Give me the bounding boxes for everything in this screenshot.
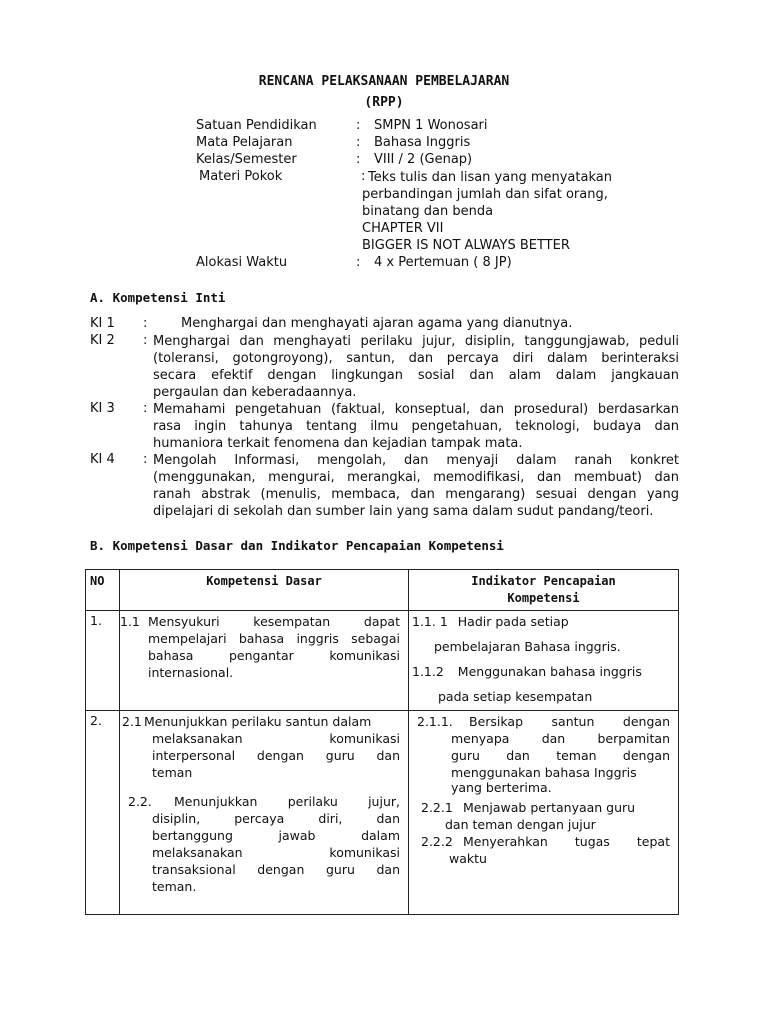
indicator-line: waktu (449, 851, 487, 866)
ki-text (181, 316, 572, 331)
indicator-number: 2.2.2 (421, 834, 453, 849)
identity-value: 4 x Pertemuan ( 8 JP) (374, 255, 512, 270)
indicator-line: yang berterima. (451, 780, 552, 795)
indicator-line: Menjawab pertanyaan guru (463, 800, 636, 815)
identity-label: Materi Pokok (199, 169, 283, 184)
kompetensi-table (85, 569, 679, 915)
ki-code: KI 4 (90, 452, 115, 467)
materi-line: binatang dan benda (362, 204, 494, 219)
identity-colon: : (356, 255, 361, 270)
identity-value: VIII / 2 (Genap) (374, 152, 473, 167)
indicator-item (417, 833, 674, 867)
kd-line: interpersonal dengan guru dan (152, 748, 400, 763)
document-title: RENCANA PELAKSANAAN PEMBELAJARAN (258, 74, 510, 89)
identity-label: Mata Pelajaran (196, 135, 293, 150)
kd-number: 1.1 (120, 614, 140, 629)
indicator-line: Menggunakan bahasa inggris (457, 664, 642, 679)
kd-line: transaksional dengan guru dan (152, 862, 400, 877)
kd-number: 2.2. (128, 794, 152, 809)
indicator-item (412, 663, 674, 705)
section-b-title: B. Kompetensi Dasar dan Indikator Pencapaian Kompetensi (90, 538, 504, 553)
ki-code: KI 1 (90, 316, 115, 331)
ki-line: pergaulan dan keberadaannya. (153, 385, 357, 400)
ki-code: KI 2 (90, 333, 115, 348)
ki-line: (menggunakan, mengurai, merangkai, memodifikasi, dan membuat) dan (153, 470, 679, 485)
indicator-line: guru dan teman dengan (451, 748, 670, 763)
indicator-line: Menyerahkan tugas tepat (463, 834, 670, 849)
header-indikator-line: Indikator Pencapaian (471, 574, 616, 588)
kd-number: 2.1 (122, 714, 142, 729)
indicator-line: menggunakan bahasa Inggris (451, 765, 637, 780)
ki-text (153, 333, 679, 401)
kd-line: internasional. (148, 665, 234, 680)
row-indicators (409, 611, 679, 711)
indicator-line: dan teman dengan jujur (445, 817, 596, 832)
table-row (86, 611, 679, 711)
ki-line: (toleransi, gotongroyong), santun, dan percaya diri dalam berinteraksi (153, 351, 679, 366)
identity-colon: : (356, 118, 361, 133)
ki-line: Menghargai dan menghayati ajaran agama yang dianutnya. (181, 316, 573, 331)
materi-line: Teks tulis dan lisan yang menyatakan (368, 170, 612, 185)
ki-line: humaniora terkait fenomena dan kejadian tampak mata. (153, 436, 523, 451)
header-kd: Kompetensi Dasar (120, 570, 409, 611)
materi-line: perbandingan jumlah dan sifat orang, (362, 187, 608, 202)
document-subtitle: (RPP) (364, 95, 404, 110)
header-indikator-line: Kompetensi (507, 591, 580, 605)
identity-value: Bahasa Inggris (374, 135, 471, 150)
section-a-title: A. Kompetensi Inti (90, 290, 226, 305)
materi-line: BIGGER IS NOT ALWAYS BETTER (362, 238, 570, 253)
identity-colon: : (356, 152, 361, 167)
ki-line: dipelajari di sekolah dan sumber lain yang sama dalam sudut pandang/teori. (153, 504, 654, 519)
indicator-item (412, 613, 674, 655)
kd-line: Menunjukkan perilaku santun dalam (144, 714, 372, 729)
indicator-number: 2.2.1 (421, 800, 453, 815)
ki-line: rasa ingin tahunya tentang ilmu pengetahuan, teknologi, budaya dan (153, 419, 679, 434)
row-no: 1. (86, 611, 120, 711)
identity-value (368, 169, 612, 186)
ki-colon: : (143, 316, 148, 331)
kd-line: mempelajari bahasa inggris sebagai (148, 631, 400, 646)
identity-label: Alokasi Waktu (196, 255, 288, 270)
indicator-item (417, 713, 674, 795)
ki-line: Memahami pengetahuan (faktual, konseptual, dan prosedural) berdasarkan (153, 402, 679, 417)
kd-line: teman (152, 765, 193, 780)
ki-line: Mengolah Informasi, mengolah, dan menyaji dalam ranah konkret (153, 453, 679, 468)
table-header-row (86, 570, 679, 611)
ki-line: Menghargai dan menghayati perilaku jujur, disiplin, tanggungjawab, peduli (153, 334, 679, 349)
kd-line: bertanggung jawab dalam (152, 828, 400, 843)
table-row (86, 711, 679, 915)
header-indikator (409, 570, 679, 611)
row-kd (120, 611, 409, 711)
row-kd (120, 711, 409, 915)
identity-value: SMPN 1 Wonosari (374, 118, 488, 133)
kd-line: Menunjukkan perilaku jujur, (174, 794, 400, 809)
indicator-line: menyapa dan berpamitan (451, 731, 670, 746)
kd-item (120, 613, 404, 681)
indicator-line: Bersikap santun dengan (469, 714, 670, 729)
identity-colon: : (361, 169, 366, 184)
indicator-number: 2.1.1. (417, 714, 453, 729)
indicator-line: pembelajaran Bahasa inggris. (434, 639, 621, 654)
identity-label: Satuan Pendidikan (196, 118, 317, 133)
ki-text (153, 401, 679, 452)
ki-text (153, 452, 679, 520)
ki-line: ranah abstrak (menulis, membaca, dan mengarang) sesuai dengan yang (153, 487, 679, 502)
ki-colon: : (143, 333, 148, 348)
identity-value-cont (362, 186, 608, 254)
kd-item (122, 713, 404, 781)
kd-line: melaksanakan komunikasi (152, 845, 400, 860)
ki-line: secara efektif dengan lingkungan sosial dan alam dalam jangkauan (153, 368, 679, 383)
kd-item (122, 793, 404, 895)
kd-line: disiplin, percaya diri, dan (152, 811, 400, 826)
materi-line: CHAPTER VII (362, 221, 444, 236)
identity-colon: : (356, 135, 361, 150)
row-indicators (409, 711, 679, 915)
indicator-number: 1.1.2 (412, 664, 444, 679)
indicator-number: 1.1. 1 (412, 614, 448, 629)
row-no: 2. (86, 711, 120, 915)
header-no: NO (86, 570, 120, 611)
kd-line: Mensyukuri kesempatan dapat (148, 614, 400, 629)
kd-line: bahasa pengantar komunikasi (148, 648, 400, 663)
ki-code: KI 3 (90, 401, 115, 416)
identity-label: Kelas/Semester (196, 152, 297, 167)
ki-colon: : (143, 452, 148, 467)
indicator-line: pada setiap kesempatan (438, 689, 593, 704)
indicator-line: Hadir pada setiap (457, 614, 569, 629)
ki-colon: : (143, 401, 148, 416)
kd-line: teman. (152, 879, 197, 894)
kd-line: melaksanakan komunikasi (152, 731, 400, 746)
indicator-item (417, 799, 674, 833)
